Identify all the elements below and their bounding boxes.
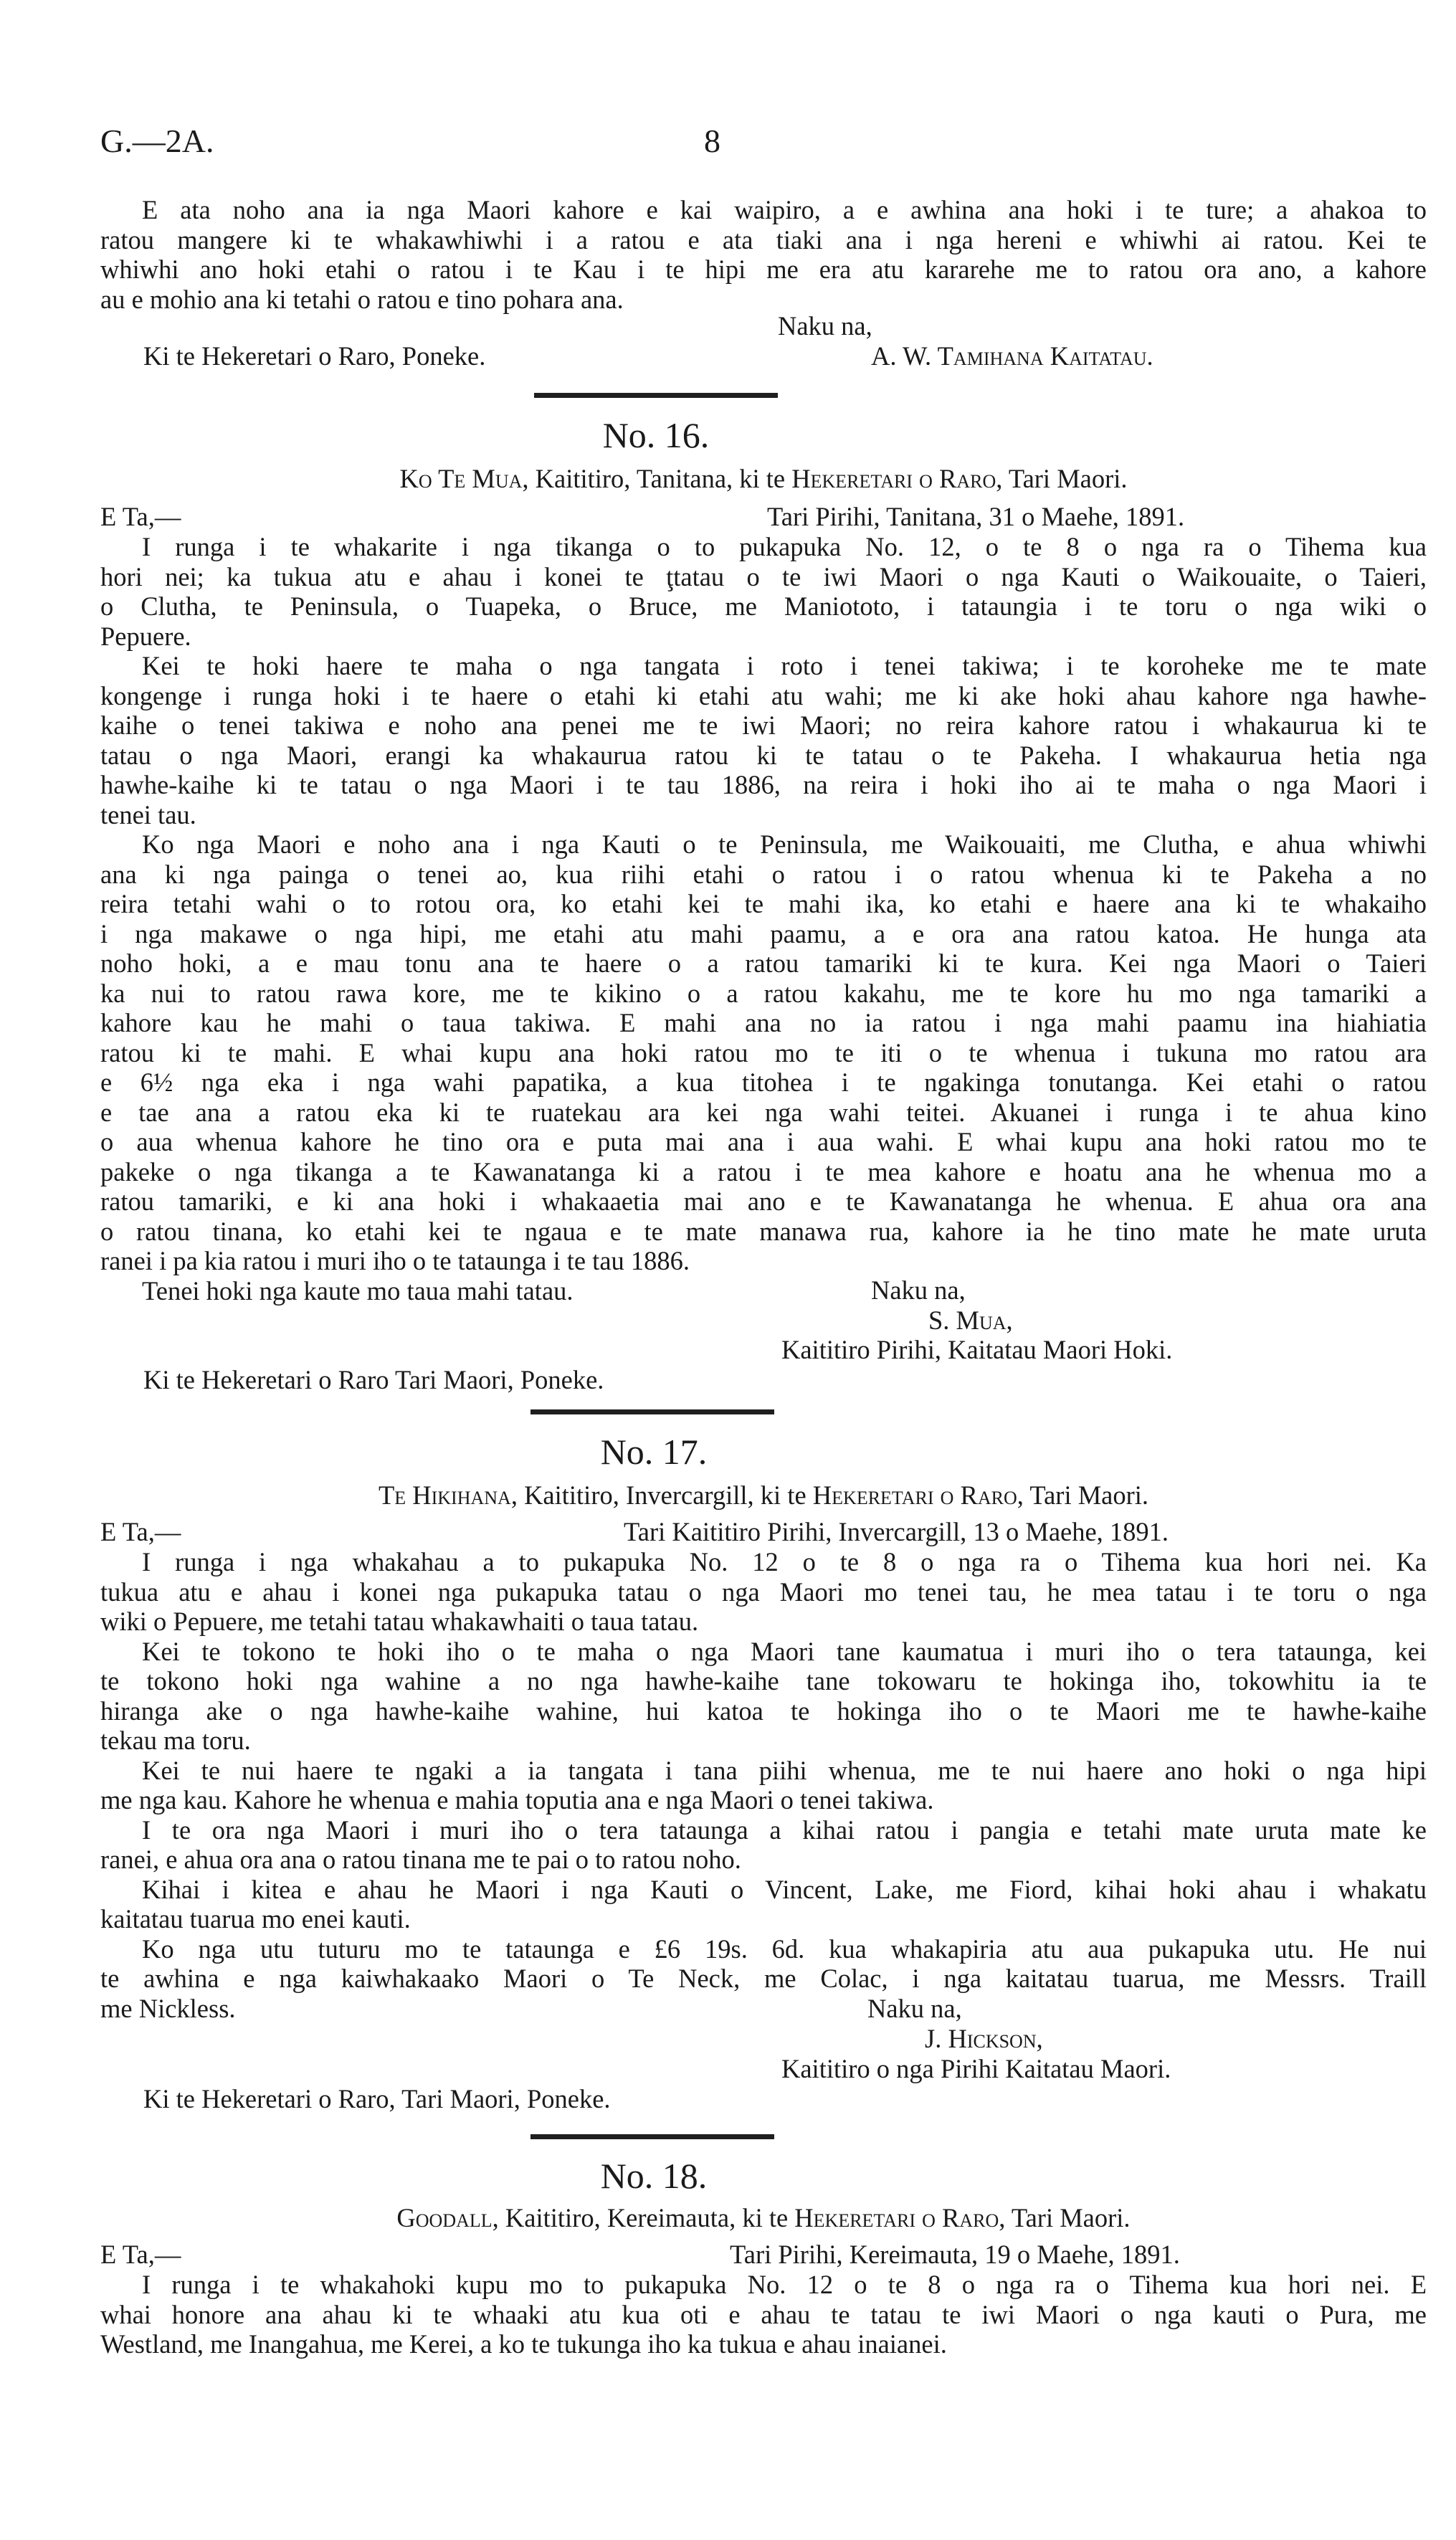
- intro-line: au e mohio ana ki tetahi o ratou e tino pohara ana.: [100, 284, 624, 314]
- letter-dateline: Tari Pirihi, Kereimauta, 19 o Maehe, 1891.: [730, 2240, 1180, 2269]
- letter-title: [100, 463, 1427, 494]
- letter-closing: Naku na,: [867, 1994, 962, 2023]
- letter-sender: Goodall: [396, 2203, 493, 2232]
- body-line: te awhina e nga kaiwhakaako Maori o Te Neck, me Colac, i nga kaitatau tuarua, me Messrs. Traill: [100, 1964, 1427, 1993]
- letter-title-mid: , Kaititiro, Tanitana, ki te: [522, 464, 792, 493]
- body-line: ratou ki te mahi. E whai kupu ana hoki ratou mo te iti o te whenua i tukuna mo ratou ara: [100, 1037, 1427, 1067]
- section-divider: [530, 1409, 774, 1414]
- body-line: Kei te nui haere te ngaki a ia tangata i tana piihi whenua, me te nui haere ano hoki o nga hipi: [142, 1755, 1427, 1785]
- body-line: te tokono hoki nga wahine a no nga hawhe-kaihe tane tokowaru te hokinga iho, tokowhitu ia te: [100, 1666, 1427, 1695]
- letter-dateline: Tari Pirihi, Tanitana, 31 o Maehe, 1891.: [767, 502, 1185, 531]
- body-line: tukua atu e ahau i konei nga pukapuka tatau o nga Maori mo tenei tau, he mea tatau i te toru o nga: [100, 1576, 1427, 1607]
- body-line: ana ki nga painga o tenei ao, kua riihi etahi o ratou i o ratou whenua ki te Pakeha a no: [100, 859, 1427, 889]
- letter-title-mid: , Kaititiro, Kereimauta, ki te: [492, 2203, 795, 2232]
- letter-title-mid: , Kaititiro, Invercargill, ki te: [510, 1480, 813, 1510]
- body-line: I runga i te whakahoki kupu mo to pukapuka No. 12 o te 8 o nga ra o Tihema kua hori nei. E: [142, 2270, 1427, 2299]
- body-line: I te ora nga Maori i muri iho o tera tataunga a kihai ratou i pangia e tetahi mate uruta mate ke: [142, 1814, 1427, 1845]
- letter-body: [100, 1547, 1427, 2023]
- intro-full-text: [0, 0, 1, 1]
- letter-title: [100, 1480, 1427, 1511]
- page-number: 8: [704, 123, 720, 159]
- letter-title-end: , Tari Maori.: [1017, 1480, 1149, 1510]
- body-line: pakeke o nga tikanga a te Kawanatanga ki a ratou i te mea kahore e hoatu ana he whenua mo a: [100, 1156, 1427, 1186]
- body-line: Kei te tokono te hoki iho o te maha o nga Maori tane kaumatua i muri iho o tera tataunga, kei: [142, 1636, 1427, 1666]
- letter-title-end: , Tari Maori.: [996, 464, 1128, 493]
- letter-title: [100, 2202, 1427, 2233]
- section-divider: [534, 393, 778, 398]
- letter-number: No. 17.: [600, 1432, 708, 1472]
- intro-addressee: Ki te Hekeretari o Raro, Poneke.: [143, 341, 486, 371]
- letter-closing: Naku na,: [871, 1275, 966, 1305]
- letter-dateline: Tari Kaititiro Pirihi, Invercargill, 13 o Maehe, 1891.: [624, 1517, 1169, 1546]
- body-line: e 6½ nga eka i nga wahi papatika, a kua titohea i te ngakinga tonutanga. Kei etahi o ratou: [100, 1067, 1427, 1097]
- body-line: Kihai i kitea e ahau he Maori i nga Kauti o Vincent, Lake, me Fiord, kihai hoki ahau i whakatu: [142, 1874, 1427, 1904]
- body-line: o ratou tinana, ko etahi kei te ngaua e te mate manawa rua, kahore ia he tino mate he mate uruta: [100, 1216, 1427, 1246]
- body-line: reira tetahi wahi o to rotou ora, ko etahi kei te mahi ika, ko etahi e haere ana ki te whakaiho: [100, 889, 1427, 918]
- body-line: hiranga ake o nga hawhe-kaihe wahine, hui katoa te hokinga iho o te Maori me te hawhe-kaihe: [100, 1695, 1427, 1726]
- body-line: kaihe o tenei takiwa e noho ana penei me te iwi Maori; no reira kahore ratou i whakaurua ki te: [100, 710, 1427, 740]
- letter-addressee: Ki te Hekeretari o Raro, Tari Maori, Poneke.: [143, 2084, 611, 2113]
- letter-addressee: Ki te Hekeretari o Raro Tari Maori, Poneke.: [143, 1365, 604, 1394]
- document-reference: G.—2A.: [100, 123, 214, 159]
- letter-signature: J. Hickson,: [925, 2024, 1043, 2053]
- body-line: me Nickless.: [100, 1993, 236, 2023]
- letter-body: [100, 532, 1427, 1305]
- intro-signature: A. W. Tamihana Kaitatau.: [871, 341, 1153, 371]
- body-line: noho hoki, a e mau tonu ana te haere o a ratou tamariki ki te kura. Kei nga Maori o Taieri: [100, 948, 1427, 978]
- letter-recipient: Hekeretari o Raro: [791, 464, 996, 493]
- body-line: ratou tamariki, e ki ana hoki i whakaaetia mai ano e te Kawanatanga he whenua. E ahua ora ana: [100, 1186, 1427, 1216]
- body-line: kahore kau he mahi o taua takiwa. E mahi ana no ia ratou i nga mahi paamu ina hiahiatia: [100, 1008, 1427, 1037]
- body-line: I runga i nga whakahau a to pukapuka No. 12 o te 8 o nga ra o Tihema kua hori nei. Ka: [142, 1547, 1427, 1576]
- body-line: tekau ma toru.: [100, 1726, 251, 1755]
- letter-salutation: E Ta,—: [100, 502, 181, 531]
- letter-number: No. 16.: [602, 415, 710, 455]
- body-line: wiki o Pepuere, me tetahi tatau whakawhaiti o taua tatau.: [100, 1607, 699, 1636]
- letter-role: Kaititiro o nga Pirihi Kaitatau Maori.: [781, 2054, 1171, 2083]
- body-line: me nga kau. Kahore he whenua e mahia toputia ana e nga Maori o tenei takiwa.: [100, 1785, 934, 1814]
- body-line: whai honore ana ahau ki te whaaki atu kua oti e ahau te tatau te iwi Maori o nga kauti o Pura, me: [100, 2299, 1427, 2329]
- intro-closing: Naku na,: [778, 311, 872, 341]
- body-line: hawhe-kaihe ki te tatau o nga Maori i te tau 1886, na reira i hoki iho ai te maha o nga Maori i: [100, 770, 1427, 799]
- body-line: hori nei; ka tukua atu e ahau i konei te ţtatau o te iwi Maori o nga Kauti o Waikouaite, o Taieri,: [100, 561, 1427, 591]
- section-divider: [530, 2134, 774, 2139]
- letter-sender: Ko Te Mua: [399, 464, 523, 493]
- intro-paragraph: [100, 195, 1427, 314]
- intro-line: whiwhi ano hoki etahi o ratou i te Kau i te hipi me era atu kararehe me to ratou ora ano, a kahore: [100, 255, 1427, 284]
- body-line: tenei tau.: [100, 799, 196, 829]
- letter-title-end: , Tari Maori.: [999, 2203, 1131, 2232]
- letter-salutation: E Ta,—: [100, 1517, 181, 1546]
- body-line: ranei, e ahua ora ana o ratou tinana me te pai o to ratou noho.: [100, 1845, 741, 1874]
- letter-recipient: Hekeretari o Raro: [794, 2203, 999, 2232]
- body-line: Westland, me Inangahua, me Kerei, a ko te tukunga iho ka tukua e ahau inaianei.: [100, 2329, 947, 2359]
- body-line: Kei te hoki haere te maha o nga tangata i roto i tenei takiwa; i te koroheke me te mate: [142, 651, 1427, 680]
- body-line: o Clutha, te Peninsula, o Tuapeka, o Bruce, me Maniototo, i tataungia i te toru o nga wiki o: [100, 591, 1427, 621]
- letter-number: No. 18.: [600, 2156, 708, 2196]
- letter-salutation: E Ta,—: [100, 2240, 181, 2269]
- intro-line: E ata noho ana ia nga Maori kahore e kai waipiro, a e awhina ana hoki i te ture; a ahakoa to: [142, 195, 1427, 224]
- letter-role: Kaititiro Pirihi, Kaitatau Maori Hoki.: [781, 1335, 1173, 1364]
- body-line: i nga makawe o nga hipi, me etahi atu mahi paamu, a e ora ana ratou katoa. He hunga ata: [100, 918, 1427, 948]
- body-line: ka nui to ratou rawa kore, me te kikino o a ratou kakahu, me te kore hu mo nga tamariki a: [100, 978, 1427, 1008]
- body-line: kaitatau tuarua mo enei kauti.: [100, 1904, 411, 1933]
- body-line: Ko nga utu tuturu mo te tataunga e £6 19s. 6d. kua whakapiria atu aua pukapuka utu. He nui: [142, 1933, 1427, 1964]
- body-line: ranei i pa kia ratou i muri iho o te tataunga i te tau 1886.: [100, 1246, 690, 1275]
- intro-line: ratou mangere ki te whakawhiwhi i a ratou e ata tiaki ana i nga hereni e whiwhi ai ratou. Kei te: [100, 224, 1427, 255]
- letter-recipient: Hekeretari o Raro: [812, 1480, 1017, 1510]
- body-line: e tae ana a ratou eka ki te ruatekau ara kei nga wahi teitei. Akuanei i runga i te ahua kino: [100, 1097, 1427, 1127]
- body-line: tatau o nga Maori, erangi ka whakaurua ratou ki te tatau o te Pakeha. I whakaurua hetia nga: [100, 740, 1427, 770]
- body-line: Tenei hoki nga kaute mo taua mahi tatau.: [142, 1275, 574, 1305]
- body-line: Pepuere.: [100, 621, 191, 651]
- letter-signature: S. Mua,: [928, 1305, 1013, 1335]
- body-line: I runga i te whakarite i nga tikanga o to pukapuka No. 12, o te 8 o nga ra o Tihema kua: [142, 532, 1427, 561]
- page-header: [100, 122, 1427, 172]
- body-line: Ko nga Maori e noho ana i nga Kauti o te Peninsula, me Waikouaiti, me Clutha, e ahua whiwhi: [142, 829, 1427, 859]
- body-line: o aua whenua kahore he tino ora e puta mai ana i aua wahi. E whai kupu ana hoki ratou mo te: [100, 1127, 1427, 1156]
- letter-sender: Te Hikihana: [378, 1480, 511, 1510]
- letter-body: [100, 2270, 1427, 2359]
- body-line: kongenge i runga hoki i te haere o etahi ki etahi atu wahi; me ki ake hoki ahau kahore nga hawhe-: [100, 680, 1427, 710]
